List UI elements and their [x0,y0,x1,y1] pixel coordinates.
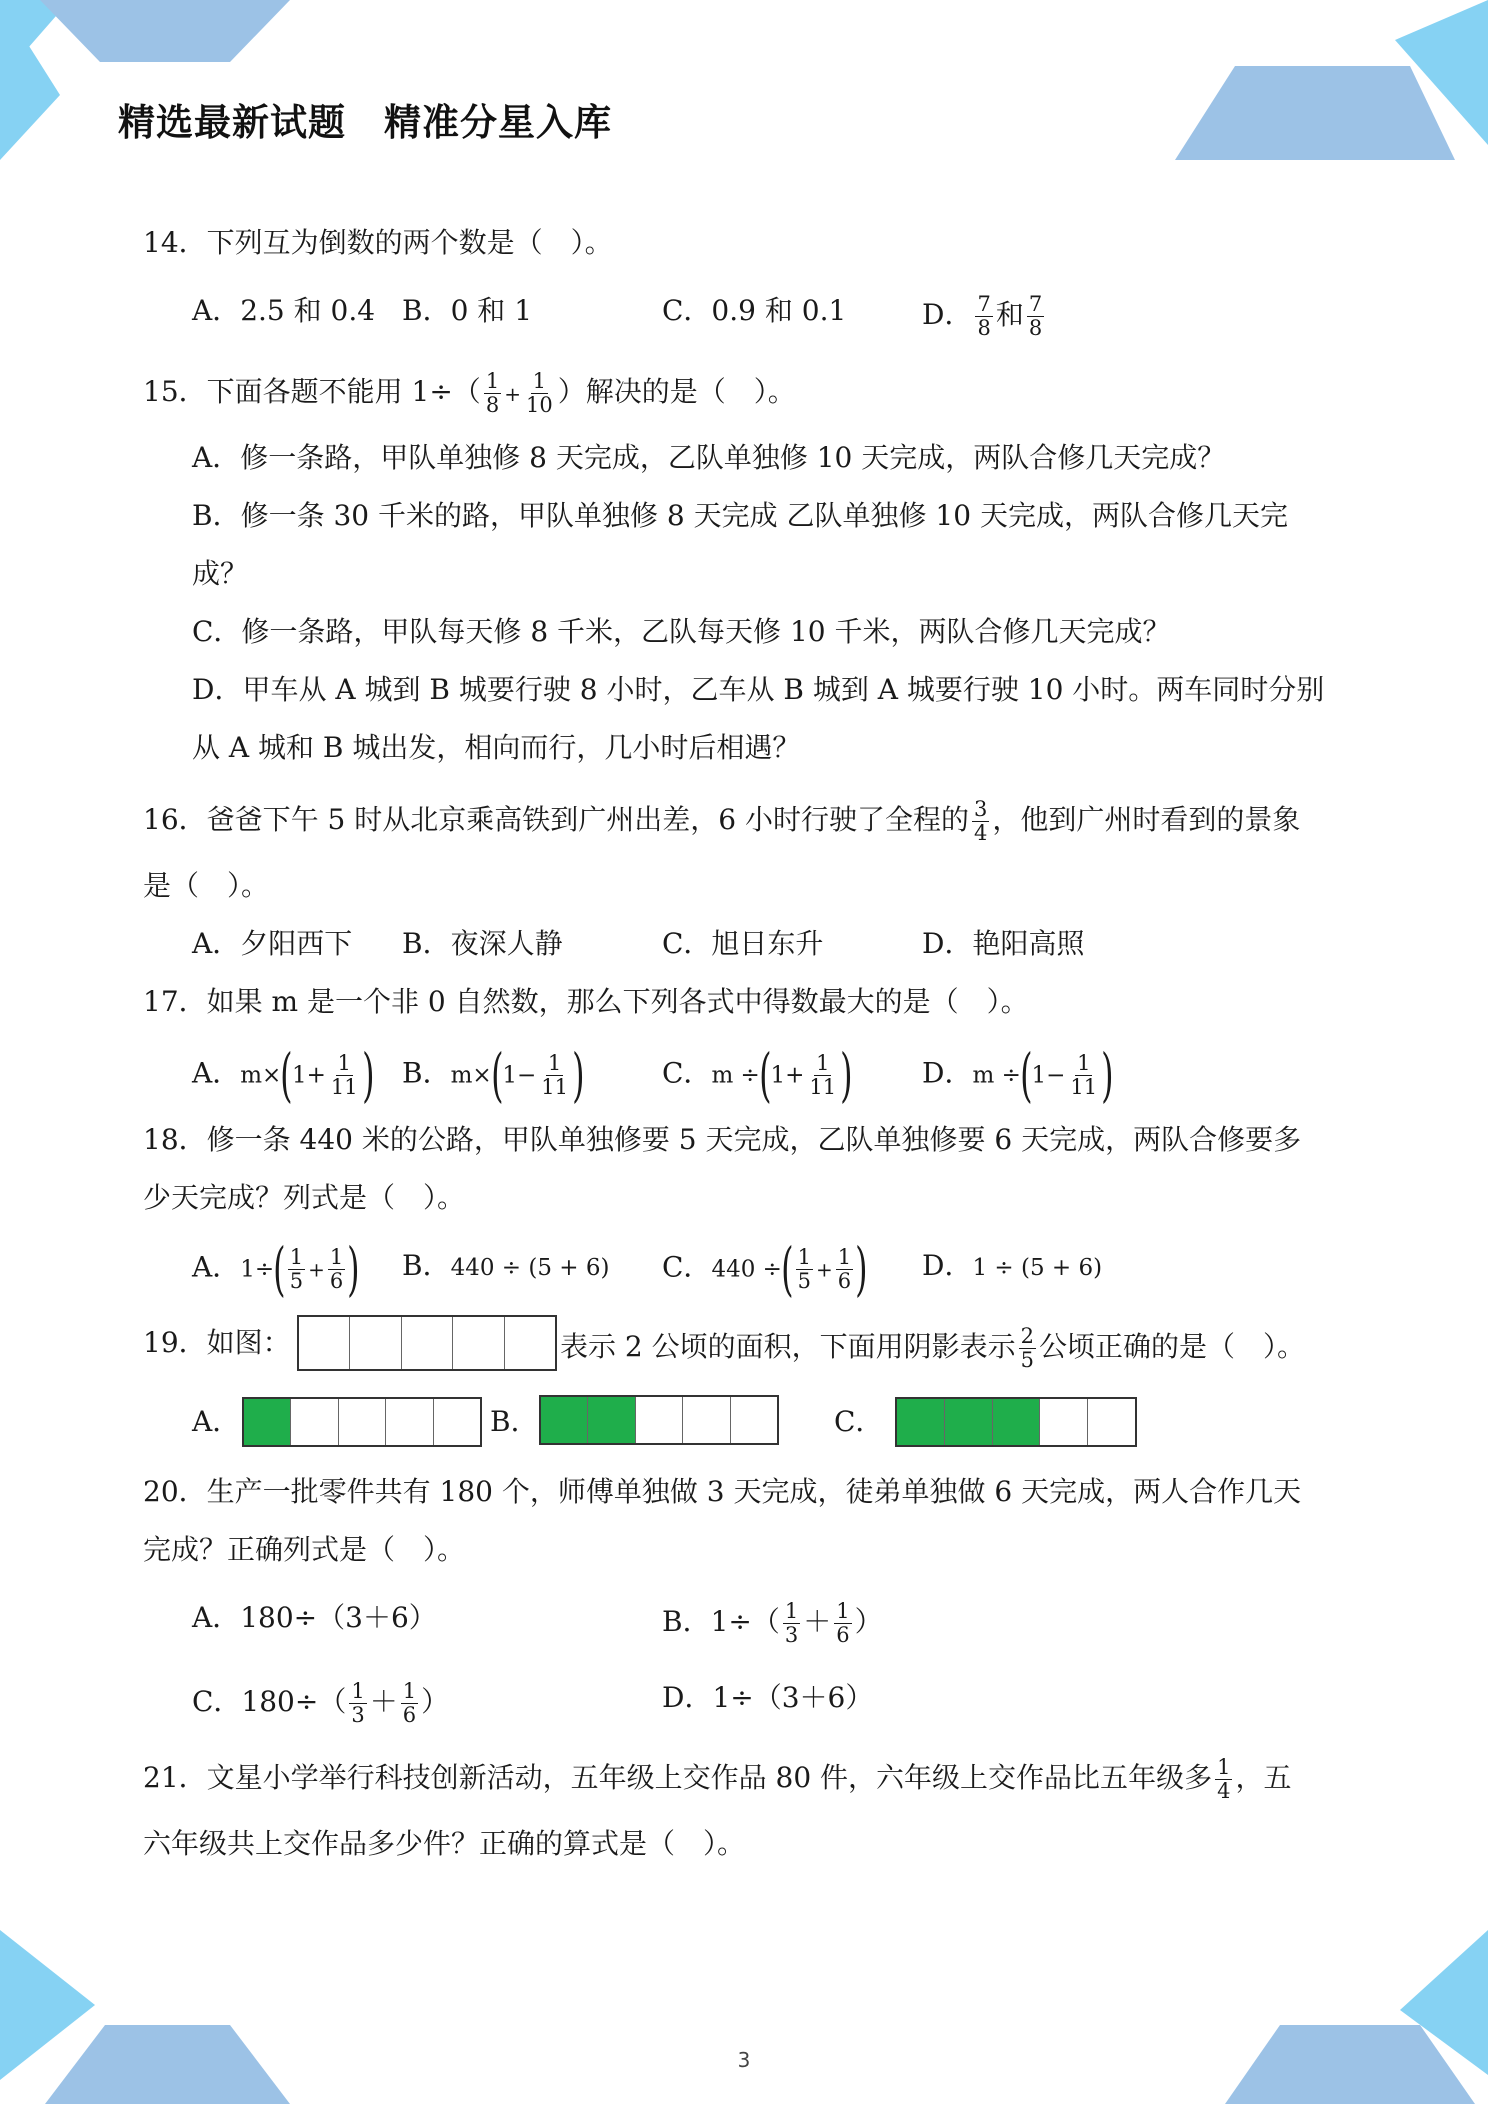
q20-stem-line2: 完成？正确列式是（ ）。 [143,1533,466,1566]
q19-option-c-label: C． [834,1405,884,1438]
q14-option-a: A．2.5 和 0.4 [192,294,376,327]
empty-cell [339,1399,386,1445]
fraction: $\frac{1}{10}$ [525,369,553,417]
shaded-cell [588,1397,635,1443]
q20-option-a: A．180÷（3＋6） [192,1601,437,1634]
fraction: $\frac{1}{11}$ [809,1050,837,1099]
q19-stem-suffix: 表示 2 公顷的面积，下面用阴影表示 $\frac{2}{5}$ 公顷正确的是（ ）。 [560,1324,1306,1372]
shaded-cell [541,1397,588,1443]
fraction: $\frac{1}{11}$ [541,1050,568,1099]
q16-option-d: D．艳阳高照 [922,927,1085,960]
empty-cell [1040,1399,1088,1445]
fraction: $\frac{1}{6}$ [837,1244,852,1293]
fraction: $\frac{3}{4}$ [973,797,988,845]
q16-option-a: A．夕阳西下 [192,927,353,960]
fraction: $\frac{7}{8}$ [977,292,991,340]
q15-option-b-line1: B．修一条 30 千米的路，甲队单独修 8 天完成 乙队单独修 10 天完成，两队合修几天完 [192,499,1288,532]
q15-option-d-line1: D．甲车从 A 城到 B 城要行驶 8 小时，乙车从 B 城到 A 城要行驶 10 小时。两车同时分别 [192,673,1325,706]
empty-cell [386,1399,433,1445]
empty-cell [434,1399,480,1445]
q16-option-b: B．夜深人静 [402,927,563,960]
q18-stem-line2: 少天完成？列式是（ ）。 [143,1181,466,1214]
q14-d-prefix: D． [922,298,973,331]
empty-cell [1088,1399,1135,1445]
q17-option-a: A．m×(1+ $\frac{1}{11}$ ) [192,1041,375,1109]
q17-stem: 17．如果 m 是一个非 0 自然数，那么下列各式中得数最大的是（ ）。 [143,985,1029,1018]
shaded-cell [993,1399,1041,1445]
header-title: 精选最新试题 精准分星入库 [118,101,612,144]
empty-cell [683,1397,730,1443]
fraction: $\frac{1}{6}$ [836,1599,850,1647]
empty-cell [505,1317,555,1369]
q15-option-a: A．修一条路，甲队单独修 8 天完成，乙队单独修 10 天完成，两队合修几天完成？ [192,441,1226,474]
q15-stem: 15．下面各题不能用 1÷（ $\frac{1}{8}$ + $\frac{1}{10}$ ）解决的是（ ）。 [143,369,796,417]
fraction: $\frac{1}{11}$ [1070,1050,1098,1099]
fraction: $\frac{1}{11}$ [330,1050,358,1099]
empty-cell [453,1317,504,1369]
q20-option-d: D．1÷（3＋6） [662,1681,874,1714]
empty-cell [731,1397,777,1443]
q15-option-d-line2: 从 A 城和 B 城出发，相向而行，几小时后相遇？ [192,731,801,764]
q19-stem-prefix: 19．如图： [143,1326,291,1359]
q19-option-a-label: A． [192,1405,241,1438]
q17-option-d: D．m ÷(1− $\frac{1}{11}$ ) [922,1041,1114,1109]
q18-option-b: B．440 ÷ (5 + 6) [402,1249,610,1282]
empty-cell [299,1317,350,1369]
fraction: $\frac{1}{8}$ [485,369,500,417]
fraction: $\frac{1}{5}$ [797,1244,811,1293]
q14-option-d [922,293,1047,340]
q18-option-a: A．1÷( $\frac{1}{5}$ + $\frac{1}{6}$ ) [192,1235,360,1303]
shaded-cell [244,1399,291,1445]
empty-cell [291,1399,338,1445]
q19-option-b-label: B． [490,1405,539,1438]
q19-reference-grid [297,1315,557,1371]
q14-d-mid: 和 [995,298,1024,331]
q15-option-c: C．修一条路，甲队每天修 8 千米，乙队每天修 10 千米，两队合修几天完成？ [192,615,1171,648]
q14-option-b: B．0 和 1 [402,294,533,327]
bottom-decoration [0,1930,1488,2104]
fraction: $\frac{1}{6}$ [329,1244,344,1293]
q16-option-c: C．旭日东升 [662,927,824,960]
fraction: $\frac{2}{5}$ [1020,1324,1034,1372]
q17-option-c: C．m ÷(1+ $\frac{1}{11}$ ) [662,1041,853,1109]
q21-stem: 21．文星小学举行科技创新活动，五年级上交作品 80 件，六年级上交作品比五年级多 $\frac{1}{4}$ ，五 [143,1755,1292,1803]
fraction: $\frac{1}{6}$ [402,1679,417,1727]
fraction: $\frac{7}{8}$ [1028,292,1043,340]
q20-option-c: C．180÷（ $\frac{1}{3}$ ＋ $\frac{1}{6}$ ） [192,1679,450,1727]
q19-option-a-grid [242,1397,482,1447]
fraction: $\frac{1}{3}$ [351,1679,365,1727]
fraction: $\frac{1}{4}$ [1217,1755,1231,1803]
q21-stem-line2: 六年级共上交作品多少件？正确的算式是（ ）。 [143,1827,746,1860]
q15-option-b-line2: 成？ [192,557,249,590]
q18-stem-line1: 18．修一条 440 米的公路，甲队单独修要 5 天完成，乙队单独修要 6 天完成，两队合修要多 [143,1123,1302,1156]
q16-stem-line2: 是（ ）。 [143,869,270,902]
shaded-cell [945,1399,993,1445]
q14-option-c: C．0.9 和 0.1 [662,294,847,327]
q20-stem-line1: 20．生产一批零件共有 180 个，师傅单独做 3 天完成，徒弟单独做 6 天完成，两人合作几天 [143,1475,1302,1508]
shaded-cell [897,1399,945,1445]
q18-option-c: C．440 ÷( $\frac{1}{5}$ + $\frac{1}{6}$ ) [662,1235,868,1303]
empty-cell [350,1317,401,1369]
q19-option-b-grid [539,1395,779,1445]
empty-cell [636,1397,683,1443]
fraction: $\frac{1}{5}$ [289,1244,304,1293]
q19-option-c-grid [895,1397,1137,1447]
empty-cell [402,1317,453,1369]
q18-option-d: D．1 ÷ (5 + 6) [922,1249,1103,1282]
q20-option-b: B．1÷（ $\frac{1}{3}$ ＋ $\frac{1}{6}$ ） [662,1599,883,1647]
page-number: 3 [737,2048,751,2072]
q14-stem: 14．下列互为倒数的两个数是（ ）。 [143,226,613,259]
fraction: $\frac{1}{3}$ [784,1599,799,1647]
q17-option-b: B．m×(1− $\frac{1}{11}$ ) [402,1041,585,1109]
q16-stem: 16．爸爸下午 5 时从北京乘高铁到广州出差，6 小时行驶了全程的 $\frac{3}{4}$ ，他到广州时看到的景象 [143,797,1301,845]
